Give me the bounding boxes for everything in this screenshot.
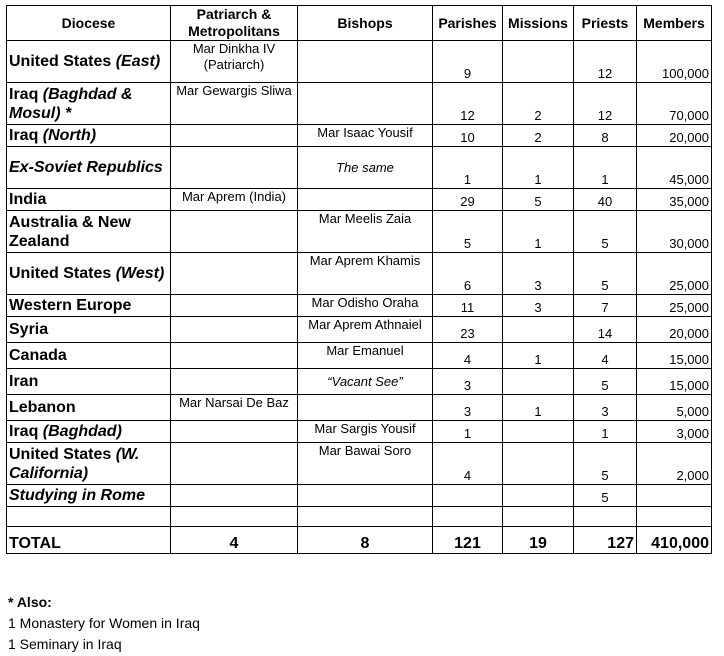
diocese-cell [7,369,171,395]
diocese-cell [7,317,171,343]
diocese-cell [7,421,171,443]
bishop-cell [298,189,433,211]
parishes-cell: 23 [433,317,503,343]
spacer-cell [503,507,574,527]
parishes-cell: 12 [433,83,503,125]
header-row [7,6,712,41]
diocese-cell [7,395,171,421]
parishes-cell: 10 [433,125,503,147]
priests-cell: 14 [574,317,637,343]
missions-cell [503,369,574,395]
footnote-heading: * Also: [8,594,52,610]
priests-cell: 4 [574,343,637,369]
diocese-cell [7,147,171,189]
spacer-cell [7,507,171,527]
priests-cell: 5 [574,211,637,253]
footnote-line: 1 Seminary in Iraq [8,636,122,652]
patriarch-cell: Mar Dinkha IV (Patriarch) [171,41,298,83]
patriarch-cell [171,147,298,189]
parishes-cell: 1 [433,147,503,189]
spacer-cell [433,507,503,527]
missions-cell [503,421,574,443]
missions-cell [503,485,574,507]
priests-cell: 12 [574,41,637,83]
table-row [7,395,712,421]
spacer-cell [574,507,637,527]
diocese-cell [7,189,171,211]
parishes-cell: 5 [433,211,503,253]
parishes-cell: 11 [433,295,503,317]
priests-cell: 1 [574,147,637,189]
header-priests: Priests [574,6,637,41]
diocese-qualifier: (Baghdad) [42,423,122,440]
priests-cell: 5 [574,485,637,507]
bishop-cell: The same [298,147,433,189]
diocese-cell [7,485,171,507]
members-cell: 30,000 [637,211,712,253]
header-diocese: Diocese [7,6,171,41]
spacer-cell [298,507,433,527]
diocese-cell [7,343,171,369]
members-cell: 15,000 [637,343,712,369]
diocese-name: United States [9,445,116,463]
total-bishops: 8 [298,527,433,554]
patriarch-cell [171,253,298,295]
diocese-name: Canada [9,347,67,364]
priests-cell: 1 [574,421,637,443]
parishes-cell: 3 [433,369,503,395]
diocese-qualifier: (North) [42,127,97,144]
diocese-name: Iraq [9,127,43,144]
missions-cell: 1 [503,211,574,253]
diocese-qualifier: (East) [115,53,161,70]
members-cell: 20,000 [637,125,712,147]
diocese-name: United States [9,53,116,70]
patriarch-cell: Mar Aprem (India) [171,189,298,211]
parishes-cell: 3 [433,395,503,421]
table-row [7,421,712,443]
diocese-cell [7,41,171,83]
table-row [7,485,712,507]
spacer-row [7,507,712,527]
patriarch-cell [171,211,298,253]
missions-cell [503,41,574,83]
patriarch-cell: Mar Gewargis Sliwa [171,83,298,125]
table-row [7,125,712,147]
members-cell [637,485,712,507]
patriarch-cell [171,485,298,507]
members-cell: 45,000 [637,147,712,189]
bishop-cell: Mar Sargis Yousif [298,421,433,443]
parishes-cell [433,485,503,507]
header-patriarch-line1: Patriarch & [196,6,272,22]
members-cell: 3,000 [637,421,712,443]
diocese-name: Syria [9,321,49,338]
table-row [7,253,712,295]
bishop-cell: Mar Meelis Zaia [298,211,433,253]
header-bishops: Bishops [298,6,433,41]
members-cell: 25,000 [637,295,712,317]
parishes-cell: 6 [433,253,503,295]
missions-cell: 1 [503,343,574,369]
bishop-cell: Mar Aprem Khamis [298,253,433,295]
total-label: TOTAL [7,527,171,554]
table-row [7,189,712,211]
bishop-cell: Mar Isaac Yousif [298,125,433,147]
diocese-name: Western Europe [9,297,132,314]
missions-cell [503,443,574,485]
table-row [7,295,712,317]
total-parishes: 121 [433,527,503,554]
diocese-name: Australia & New Zealand [9,213,131,250]
diocese-cell [7,125,171,147]
diocese-cell [7,83,171,125]
total-patriarchs: 4 [171,527,298,554]
table-row [7,83,712,125]
priests-cell: 5 [574,443,637,485]
table-row [7,147,712,189]
patriarch-cell [171,317,298,343]
bishop-cell: Mar Aprem Athnaiel [298,317,433,343]
parishes-cell: 29 [433,189,503,211]
table-row [7,443,712,485]
parishes-cell: 4 [433,443,503,485]
parishes-cell: 1 [433,421,503,443]
members-cell: 35,000 [637,189,712,211]
patriarch-cell [171,369,298,395]
diocese-name: Iran [9,373,39,390]
missions-cell: 1 [503,395,574,421]
footnote-line: 1 Monastery for Women in Iraq [8,615,200,631]
diocese-table [6,5,712,554]
bishop-cell [298,41,433,83]
footnotes [8,592,200,655]
patriarch-cell [171,125,298,147]
table-body [7,41,712,507]
bishop-cell: Mar Bawai Soro [298,443,433,485]
priests-cell: 12 [574,83,637,125]
table-row [7,343,712,369]
patriarch-cell [171,443,298,485]
table-row [7,211,712,253]
members-cell: 20,000 [637,317,712,343]
parishes-cell: 9 [433,41,503,83]
members-cell: 2,000 [637,443,712,485]
diocese-name: Iraq [9,423,43,440]
members-cell: 100,000 [637,41,712,83]
priests-cell: 5 [574,369,637,395]
patriarch-cell [171,421,298,443]
diocese-cell [7,295,171,317]
bishop-cell [298,485,433,507]
diocese-qualifier: (West) [115,265,165,282]
table-row [7,41,712,83]
missions-cell: 5 [503,189,574,211]
priests-cell: 3 [574,395,637,421]
diocese-cell [7,253,171,295]
missions-cell: 2 [503,125,574,147]
header-parishes: Parishes [433,6,503,41]
members-cell: 5,000 [637,395,712,421]
diocese-qualifier: Studying in Rome [9,487,145,504]
missions-cell: 1 [503,147,574,189]
bishop-cell [298,83,433,125]
header-missions: Missions [503,6,574,41]
priests-cell: 7 [574,295,637,317]
missions-cell: 2 [503,83,574,125]
table-row [7,369,712,395]
missions-cell: 3 [503,253,574,295]
diocese-name: Iraq [9,85,43,103]
diocese-qualifier: (W. California) [9,445,140,482]
patriarch-cell [171,343,298,369]
table-row [7,317,712,343]
parishes-cell: 4 [433,343,503,369]
bishop-cell: “Vacant See” [298,369,433,395]
priests-cell: 8 [574,125,637,147]
header-patriarch [171,6,298,41]
bishop-cell [298,395,433,421]
diocese-qualifier: Ex-Soviet Republics [9,159,163,176]
priests-cell: 5 [574,253,637,295]
missions-cell [503,317,574,343]
bishop-cell: Mar Emanuel [298,343,433,369]
priests-cell: 40 [574,189,637,211]
total-row [7,527,712,554]
diocese-cell [7,443,171,485]
members-cell: 70,000 [637,83,712,125]
spacer-cell [637,507,712,527]
header-members: Members [637,6,712,41]
members-cell: 15,000 [637,369,712,395]
diocese-cell [7,211,171,253]
diocese-name: Lebanon [9,399,76,416]
patriarch-cell: Mar Narsai De Baz [171,395,298,421]
total-members: 410,000 [637,527,712,554]
bishop-cell: Mar Odisho Oraha [298,295,433,317]
total-missions: 19 [503,527,574,554]
header-patriarch-line2: Metropolitans [188,23,280,39]
missions-cell: 3 [503,295,574,317]
spacer-cell [171,507,298,527]
patriarch-cell [171,295,298,317]
diocese-name: India [9,191,47,208]
total-priests: 127 [574,527,637,554]
diocese-qualifier: (Baghdad & Mosul) * [9,85,133,122]
members-cell: 25,000 [637,253,712,295]
diocese-name: United States [9,265,116,282]
